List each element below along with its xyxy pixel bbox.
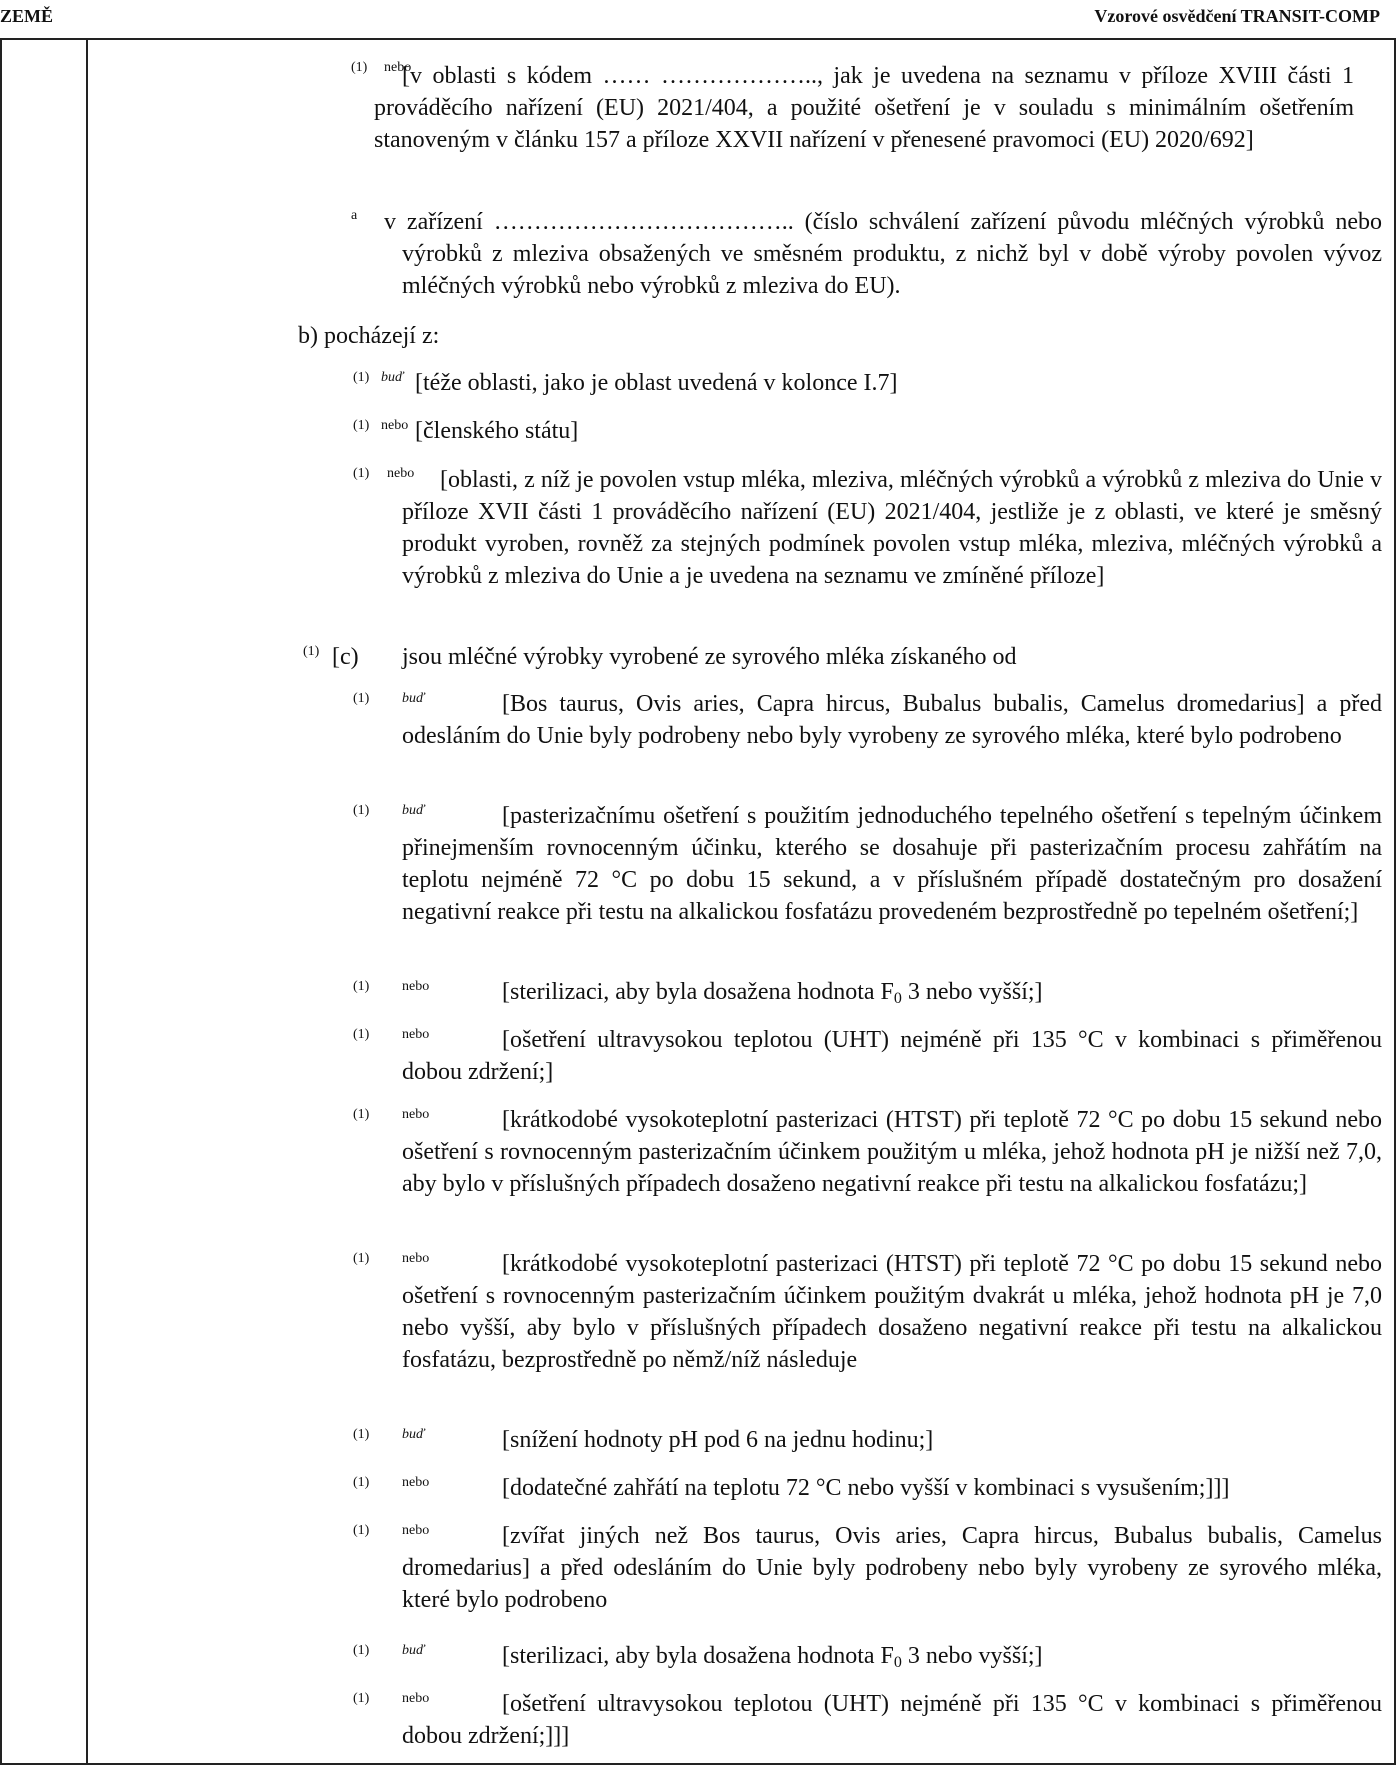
- footnote-mark: (1): [353, 1107, 370, 1122]
- treatment-option: [krátkodobé vysokoteplotní pasterizaci (HTST) při teplotě 72 °C po dobu 15 sekund nebo ošetření s rovnocenným pasterizačním účinkem použitým dvakrát u mléka, jehož hodnota pH je 7,0 nebo vyšší, aby bylo v příslušných případech dosaženo negativní reakce při testu na alkalickou fosfatázu, bezprostředně po němž/níž následuje: [402, 1251, 1382, 1373]
- option-word: nebo: [402, 1475, 430, 1490]
- treatment-option: [ošetření ultravysokou teplotou (UHT) nejméně při 135 °C v kombinaci s přiměřenou dobou zdržení;]: [402, 1027, 1382, 1085]
- footnote-mark: (1): [353, 691, 370, 706]
- option-word: buď: [402, 1427, 425, 1442]
- section-c-heading: jsou mléčné výrobky vyrobené ze syrového mléka získaného od: [402, 644, 1017, 670]
- option-word: nebo: [402, 979, 430, 994]
- treatment-option: [zvířat jiných než Bos taurus, Ovis aries, Capra hircus, Bubalus bubalis, Camelus dromedarius] a před odesláním do Unie byly podrobeny nebo byly vyrobeny ze syrového mléka, které bylo podrobeno: [402, 1523, 1382, 1613]
- option-word: nebo: [387, 466, 415, 481]
- footnote-mark: (1): [353, 466, 370, 481]
- option-word: nebo: [402, 1027, 430, 1042]
- treatment-option: [402, 976, 1382, 1015]
- treatment-option: [ošetření ultravysokou teplotou (UHT) nejméně při 135 °C v kombinaci s přiměřenou dobou zdržení;]]]: [402, 1691, 1382, 1749]
- origin-authorised-region: [oblasti, z níž je povolen vstup mléka, mleziva, mléčných výrobků a výrobků z mleziva do Unie v příloze XVII části 1 prováděcího nařízení (EU) 2021/404, jestliže je z oblasti, ve které je směsný produkt vyroben, rovněž za stejných podmínek povolen vstup mléka, mleziva, mléčných výrobků a výrobků z mleziva do Unie a je uvedena na seznamu ve zmíněné příloze]: [402, 467, 1382, 589]
- footnote-mark: (1): [353, 418, 370, 433]
- footnote-mark: (1): [353, 1027, 370, 1042]
- treatment-option: [krátkodobé vysokoteplotní pasterizaci (HTST) při teplotě 72 °C po dobu 15 sekund nebo ošetření s rovnocenným pasterizačním účinkem použitým u mléka, jehož hodnota pH je nižší než 7,0, aby bylo v příslušných případech dosaženo negativní reakce při testu na alkalickou fosfatázu;]: [402, 1107, 1382, 1197]
- column-divider: [86, 38, 88, 1765]
- section-c-label: [c): [332, 644, 359, 670]
- treatment-text: [sterilizaci, aby byla dosažena hodnota F: [502, 1643, 894, 1669]
- option-word: buď: [402, 803, 425, 818]
- footnote-mark: (1): [353, 979, 370, 994]
- footnote-mark: (1): [353, 1523, 370, 1538]
- origin-member-state: [členského státu]: [415, 418, 579, 444]
- treatment-text: 3 nebo vyšší;]: [901, 1643, 1043, 1669]
- subscript-zero: 0: [893, 1654, 902, 1671]
- option-word: buď: [402, 691, 425, 706]
- option-word: nebo: [384, 60, 412, 75]
- option-word: nebo: [402, 1251, 430, 1266]
- treatment-option: [dodatečné zahřátí na teplotu 72 °C nebo vyšší v kombinaci s vysušením;]]]: [502, 1475, 1230, 1501]
- origin-same-region: [téže oblasti, jako je oblast uvedená v kolonce I.7]: [415, 370, 898, 396]
- footnote-mark: (1): [353, 1251, 370, 1266]
- footnote-mark: (1): [303, 644, 320, 659]
- footnote-mark: (1): [353, 1427, 370, 1442]
- option-word: nebo: [402, 1523, 430, 1538]
- treatment-option: [snížení hodnoty pH pod 6 na jednu hodinu;]: [502, 1427, 934, 1453]
- option-word: buď: [381, 370, 404, 385]
- treatment-option: [pasterizačnímu ošetření s použitím jednoduchého tepelného ošetření s tepelným účinkem přinejmenším rovnocenným účinku, kterého se dosahuje při pasterizačním procesu zahřátím na teplotu nejméně 72 °C po dobu 15 sekund, a v příslušném případě dostatečným pro dosažení negativní reakce při testu na alkalickou fosfatázu provedeném bezprostředně po tepelném ošetření;]: [402, 803, 1382, 925]
- treatment-text: 3 nebo vyšší;]: [901, 979, 1043, 1005]
- region-code-paragraph: [v oblasti s kódem …… ……………….., jak je uvedena na seznamu v příloze XVIII části 1 prováděcího nařízení (EU) 2021/404, a použité ošetření je v souladu s minimálním ošetřením stanoveným v článku 157 a příloze XXVII nařízení v přenesené pravomoci (EU) 2020/692]: [374, 63, 1354, 153]
- footnote-mark: (1): [351, 60, 368, 75]
- section-b-heading: b) pocházejí z:: [298, 323, 440, 349]
- footnote-mark: (1): [353, 1475, 370, 1490]
- treatment-option: [402, 1640, 1382, 1679]
- option-word: nebo: [381, 418, 409, 433]
- footnote-mark: (1): [353, 1691, 370, 1706]
- subscript-zero: 0: [893, 990, 902, 1007]
- footnote-mark: a: [351, 208, 358, 223]
- footnote-mark: (1): [353, 370, 370, 385]
- option-word: buď: [402, 1643, 425, 1658]
- establishment-paragraph: v zařízení ……………………………….. (číslo schválení zařízení původu mléčných výrobků nebo výrobků z mleziva obsažených ve směsném produktu, z nichž byl v době výroby povolen vývoz mléčných výrobků nebo výrobků z mleziva do EU).: [384, 209, 1382, 299]
- footnote-mark: (1): [353, 1643, 370, 1658]
- treatment-text: [sterilizaci, aby byla dosažena hodnota F: [502, 979, 894, 1005]
- footnote-mark: (1): [353, 803, 370, 818]
- option-word: nebo: [402, 1107, 430, 1122]
- header-certificate-title: Vzorové osvědčení TRANSIT-COMP: [1094, 6, 1380, 26]
- header-country: ZEMĚ: [0, 6, 54, 26]
- option-word: nebo: [402, 1691, 430, 1706]
- treatment-option: [Bos taurus, Ovis aries, Capra hircus, Bubalus bubalis, Camelus dromedarius] a před odesláním do Unie byly podrobeny nebo byly vyrobeny ze syrového mléka, které bylo podrobeno: [402, 691, 1382, 749]
